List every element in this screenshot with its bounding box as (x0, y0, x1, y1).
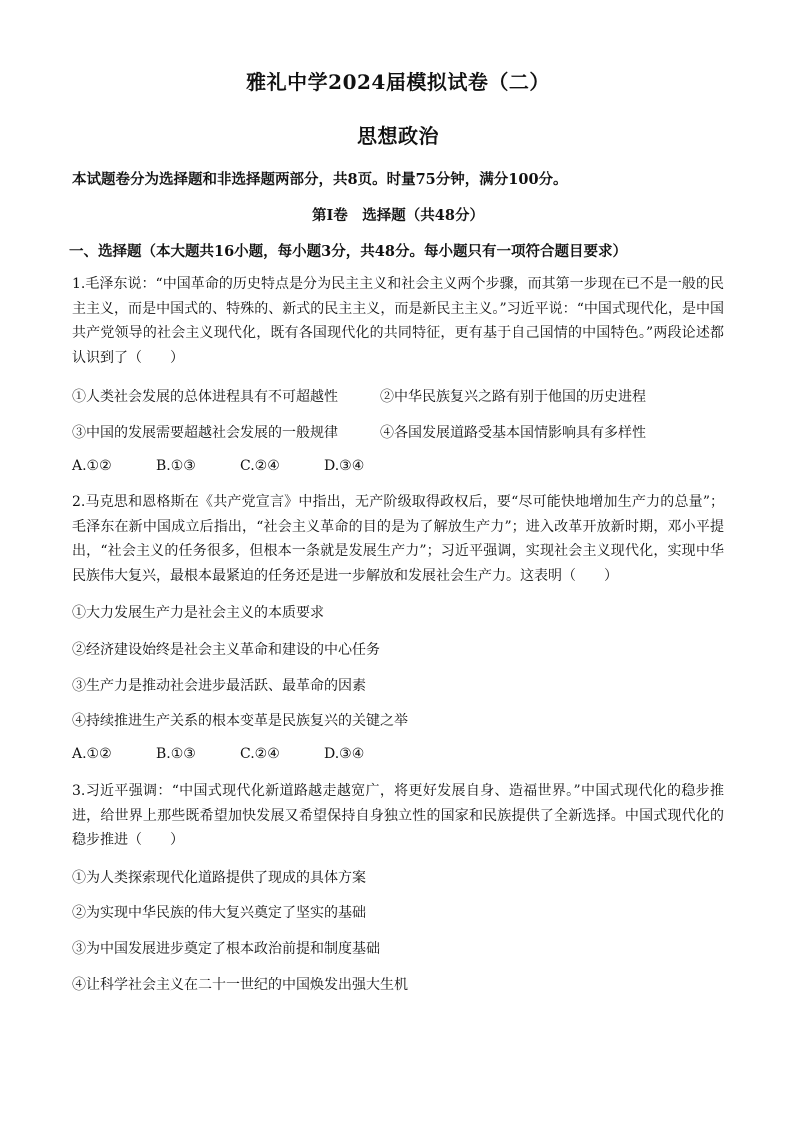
section-title: 一、选择题（本大题共16小题，每小题3分，共48分。每小题只有一项符合题目要求） (69, 243, 627, 260)
question-3-option-2: ②为实现中华民族的伟大复兴奠定了坚实的基础 (72, 905, 366, 921)
choice-c[interactable]: C.②④ (240, 458, 280, 474)
question-3-option-3: ③为中国发展进步奠定了根本政治前提和制度基础 (72, 941, 380, 957)
question-1-option-1: ①人类社会发展的总体进程具有不可超越性 (72, 389, 338, 405)
choice-b[interactable]: B.①③ (156, 458, 196, 474)
part-title: 第Ⅰ卷 选择题（共48分） (312, 207, 484, 224)
question-3-option-4: ④让科学社会主义在二十一世纪的中国焕发出强大生机 (72, 977, 408, 993)
choice-c[interactable]: C.②④ (240, 746, 280, 762)
choice-d[interactable]: D.③④ (324, 746, 365, 762)
question-2-choices (72, 746, 408, 762)
question-2-stem: 2.马克思和恩格斯在《共产党宣言》中指出，无产阶级取得政权后，要“尽可能快地增加生产力的总量”；毛泽东在新中国成立后指出，“社会主义革命的目的是为了解放生产力”；进入改革开放新时期，邓小平提出，“社会主义的任务很多，但根本一条就是发展生产力”；习近平强调，实现社会主义现代化，实现中华民族伟大复兴，最根本最紧迫的任务还是进一步解放和发展社会生产力。这表明（ ） (72, 494, 724, 584)
question-1-option-2: ②中华民族复兴之路有别于他国的历史进程 (380, 389, 646, 405)
choice-a[interactable]: A.①② (72, 458, 112, 474)
choice-d[interactable]: D.③④ (324, 458, 365, 474)
question-2-option-4: ④持续推进生产关系的根本变革是民族复兴的关键之举 (72, 713, 408, 729)
subject-title: 思想政治 (357, 124, 439, 148)
choice-b[interactable]: B.①③ (156, 746, 196, 762)
choice-a[interactable]: A.①② (72, 746, 112, 762)
question-3-stem: 3.习近平强调：“中国式现代化新道路越走越宽广，将更好发展自身、造福世界。”中国式现代化的稳步推进，给世界上那些既希望加快发展又希望保持自身独立性的国家和民族提供了全新选择。中国式现代化的稳步推进（ ） (72, 783, 724, 848)
exam-title: 雅礼中学2024届模拟试卷（二） (246, 70, 550, 94)
question-1-stem: 1.毛泽东说：“中国革命的历史特点是分为民主主义和社会主义两个步骤，而其第一步现在已不是一般的民主主义，而是中国式的、特殊的、新式的民主主义，而是新民主主义。”习近平说：“中国式现代化，是中国共产党领导的社会主义现代化，既有各国现代化的共同特征，更有基于自己国情的中国特色。”两段论述都认识到了（ ） (72, 276, 724, 366)
exam-intro: 本试题卷分为选择题和非选择题两部分，共8页。时量75分钟，满分100分。 (72, 171, 568, 188)
question-3-option-1: ①为人类探索现代化道路提供了现成的具体方案 (72, 870, 366, 886)
question-1-option-4: ④各国发展道路受基本国情影响具有多样性 (380, 425, 646, 441)
question-1-option-3: ③中国的发展需要超越社会发展的一般规律 (72, 425, 338, 441)
question-2-option-3: ③生产力是推动社会进步最活跃、最革命的因素 (72, 678, 366, 694)
question-2-option-2: ②经济建设始终是社会主义革命和建设的中心任务 (72, 642, 380, 658)
question-2-option-1: ①大力发展生产力是社会主义的本质要求 (72, 605, 324, 621)
question-1-choices (72, 458, 408, 474)
